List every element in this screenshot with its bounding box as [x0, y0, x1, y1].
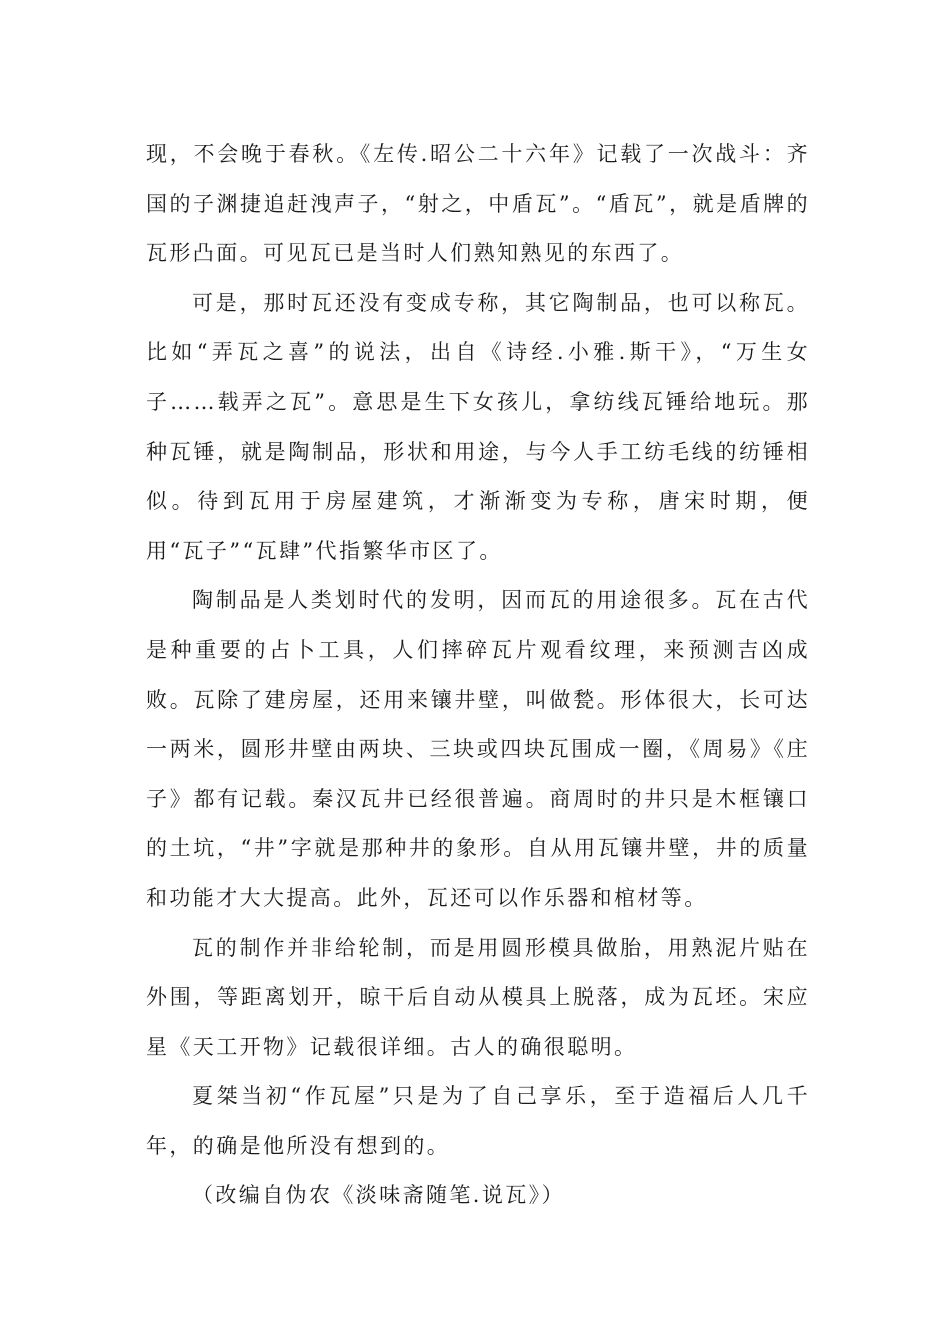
- paragraph-4: 瓦的制作并非给轮制，而是用圆形模具做胎，用熟泥片贴在外围，等距离划开，晾干后自动从模具上脱落，成为瓦坯。宋应星《天工开物》记载很详细。古人的确很聪明。: [146, 935, 810, 1059]
- source-citation: （改编自伪农《淡味斋随笔.说瓦》）: [192, 1183, 565, 1208]
- paragraph-3: 陶制品是人类划时代的发明，因而瓦的用途很多。瓦在古代是种重要的占卜工具，人们摔碎瓦片观看纹理，来预测吉凶成败。瓦除了建房屋，还用来镶井壁，叫做甃。形体很大，长可达一两米，圆形井壁由两块、三块或四块瓦围成一圈，《周易》《庄子》都有记载。秦汉瓦井已经很普遍。商周时的井只是木框镶口的土坑，“井”字就是那种井的象形。自从用瓦镶井壁，井的质量和功能才大大提高。此外，瓦还可以作乐器和棺材等。: [146, 588, 810, 910]
- paragraph-1: 现，不会晚于春秋。《左传.昭公二十六年》记载了一次战斗：齐国的子渊捷追赶洩声子，“射之，中盾瓦”。“盾瓦”，就是盾牌的瓦形凸面。可见瓦已是当时人们熟知熟见的东西了。: [146, 142, 810, 266]
- article-body: [146, 130, 810, 1221]
- paragraph-5: 夏桀当初“作瓦屋”只是为了自己享乐，至于造福后人几千年，的确是他所没有想到的。: [146, 1084, 810, 1158]
- paragraph-2: 可是，那时瓦还没有变成专称，其它陶制品，也可以称瓦。比如“弄瓦之喜”的说法，出自《诗经.小雅.斯干》，“万生女子……载弄之瓦”。意思是生下女孩儿，拿纺线瓦锤给地玩。那种瓦锤，就是陶制品，形状和用途，与今人手工纺毛线的纺锤相似。待到瓦用于房屋建筑，才渐渐变为专称，唐宋时期，便用“瓦子”“瓦肆”代指繁华市区了。: [146, 290, 810, 563]
